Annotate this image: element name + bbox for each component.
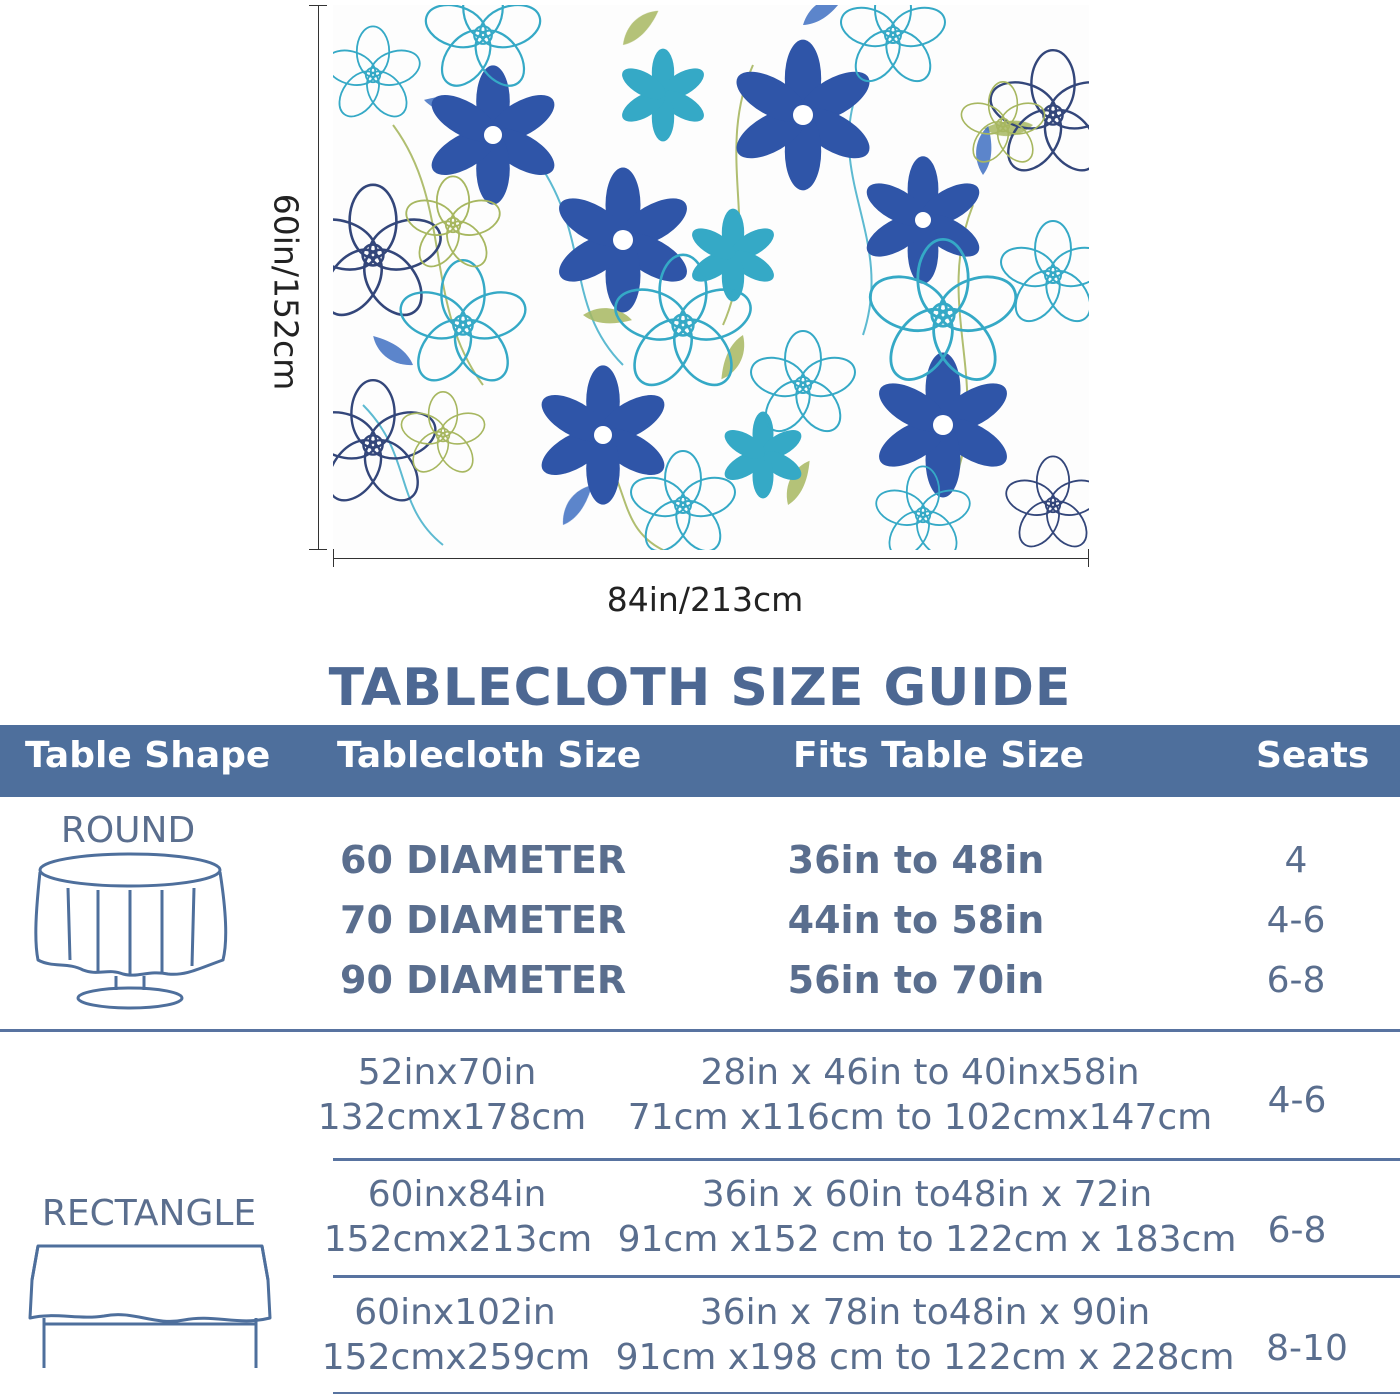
- round-cloth-size-2: 70 DIAMETER: [340, 898, 627, 942]
- rect-fits-cm-3: 91cm x198 cm to 122cm x 228cm: [615, 1337, 1235, 1378]
- rectangle-table-icon: [24, 1240, 276, 1375]
- height-dimension-cap-bottom: [309, 549, 327, 550]
- width-dimension-line: [333, 558, 1089, 559]
- rect-cloth-in-1: 52inx70in: [357, 1052, 537, 1093]
- round-seats-1: 4: [1284, 840, 1308, 881]
- rect-cloth-in-3: 60inx102in: [354, 1292, 556, 1333]
- floral-pattern-graphic: [333, 5, 1089, 550]
- rect-fits-cm-2: 91cm x152 cm to 122cm x 183cm: [617, 1219, 1237, 1260]
- rect-cloth-cm-2: 152cmx213cm: [323, 1219, 593, 1260]
- rect-cloth-cm-1: 132cmx178cm: [317, 1097, 587, 1138]
- round-cloth-size-3: 90 DIAMETER: [340, 958, 627, 1002]
- rectangle-shape-label: RECTANGLE: [41, 1193, 257, 1234]
- row-divider: [333, 1158, 1400, 1161]
- width-dimension-label: 84in/213cm: [606, 580, 804, 619]
- rect-seats-1: 4-6: [1267, 1080, 1327, 1121]
- round-shape-label: ROUND: [60, 810, 196, 851]
- round-table-icon: [28, 850, 233, 1010]
- header-table-shape: Table Shape: [25, 735, 271, 776]
- width-dimension-cap-left: [333, 549, 334, 567]
- rect-fits-in-3: 36in x 78in to48in x 90in: [699, 1292, 1151, 1333]
- floral-tablecloth-image: [333, 5, 1089, 550]
- rect-fits-in-1: 28in x 46in to 40inx58in: [700, 1052, 1140, 1093]
- round-fits-size-2: 44in to 58in: [787, 898, 1045, 942]
- rect-fits-in-2: 36in x 60in to48in x 72in: [701, 1174, 1153, 1215]
- rect-fits-cm-1: 71cm x116cm to 102cmx147cm: [627, 1097, 1213, 1138]
- header-fits-table-size: Fits Table Size: [793, 735, 1085, 776]
- round-seats-2: 4-6: [1266, 900, 1326, 941]
- section-divider: [0, 1029, 1400, 1032]
- round-seats-3: 6-8: [1266, 960, 1326, 1001]
- height-dimension-label: 60in/152cm: [266, 193, 306, 391]
- round-fits-size-3: 56in to 70in: [787, 958, 1045, 1002]
- rect-seats-2: 6-8: [1267, 1210, 1327, 1251]
- rect-seats-3: 8-10: [1266, 1328, 1348, 1369]
- row-divider: [333, 1392, 1400, 1394]
- height-dimension-line: [318, 5, 319, 550]
- height-dimension-cap-top: [309, 5, 327, 6]
- round-cloth-size-1: 60 DIAMETER: [340, 838, 627, 882]
- rect-cloth-cm-3: 152cmx259cm: [321, 1337, 591, 1378]
- width-dimension-cap-right: [1088, 549, 1089, 567]
- header-tablecloth-size: Tablecloth Size: [337, 735, 642, 776]
- header-seats: Seats: [1256, 735, 1370, 776]
- row-divider: [333, 1275, 1400, 1278]
- round-fits-size-1: 36in to 48in: [787, 838, 1045, 882]
- size-guide-title: TABLECLOTH SIZE GUIDE: [328, 658, 1072, 718]
- rect-cloth-in-2: 60inx84in: [367, 1174, 547, 1215]
